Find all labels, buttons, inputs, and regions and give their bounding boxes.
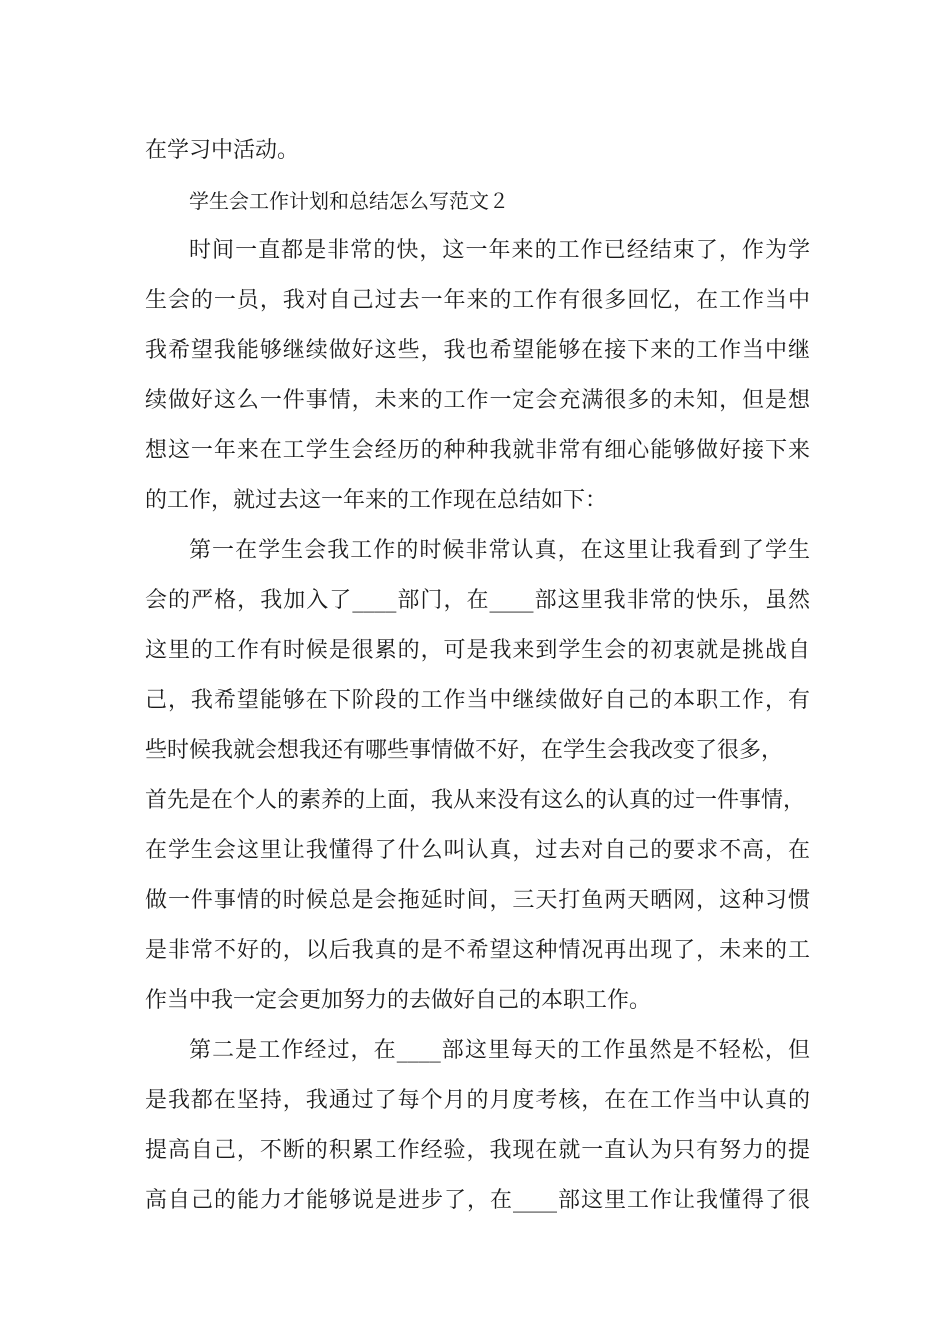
text-line: 续做好这么一件事情，未来的工作一定会充满很多的未知，但是想 — [145, 388, 810, 413]
text-line: 高自己的能力才能够说是进步了，在____部这里工作让我懂得了很 — [145, 1188, 810, 1213]
text-line: 首先是在个人的素养的上面，我从来没有这么的认真的过一件事情， — [145, 788, 806, 813]
text-line: 我希望我能够继续做好这些，我也希望能够在接下来的工作当中继 — [145, 338, 810, 363]
text-line: 时间一直都是非常的快，这一年来的工作已经结束了，作为学 — [189, 238, 810, 263]
text-line: 在学习中活动。 — [145, 138, 300, 163]
text-line: 做一件事情的时候总是会拖延时间，三天打鱼两天晒网，这种习惯 — [145, 888, 810, 913]
text-line: 生会的一员，我对自己过去一年来的工作有很多回忆，在工作当中 — [145, 288, 810, 313]
text-line: 第一在学生会我工作的时候非常认真，在这里让我看到了学生 — [189, 538, 810, 563]
text-line: 些时候我就会想我还有哪些事情做不好，在学生会我改变了很多， — [145, 738, 784, 763]
text-line: 是我都在坚持，我通过了每个月的月度考核，在在工作当中认真的 — [145, 1088, 810, 1113]
text-line: 想这一年来在工学生会经历的种种我就非常有细心能够做好接下来 — [145, 438, 810, 463]
text-line: 的工作，就过去这一年来的工作现在总结如下： — [145, 488, 608, 513]
section-title: 学生会工作计划和总结怎么写范文２ — [189, 189, 509, 213]
text-line: 己，我希望能够在下阶段的工作当中继续做好自己的本职工作，有 — [145, 688, 810, 713]
text-line: 是非常不好的，以后我真的是不希望这种情况再出现了，未来的工 — [145, 938, 810, 963]
document-body — [145, 126, 810, 1226]
text-line: 作当中我一定会更加努力的去做好自己的本职工作。 — [145, 988, 652, 1013]
text-line: 这里的工作有时候是很累的，可是我来到学生会的初衷就是挑战自 — [145, 638, 810, 663]
text-line: 会的严格，我加入了____部门，在____部这里我非常的快乐，虽然 — [145, 588, 810, 613]
text-line: 第二是工作经过，在____部这里每天的工作虽然是不轻松，但 — [189, 1038, 810, 1063]
text-line: 在学生会这里让我懂得了什么叫认真，过去对自己的要求不高，在 — [145, 838, 810, 863]
text-line: 提高自己，不断的积累工作经验，我现在就一直认为只有努力的提 — [145, 1138, 810, 1163]
